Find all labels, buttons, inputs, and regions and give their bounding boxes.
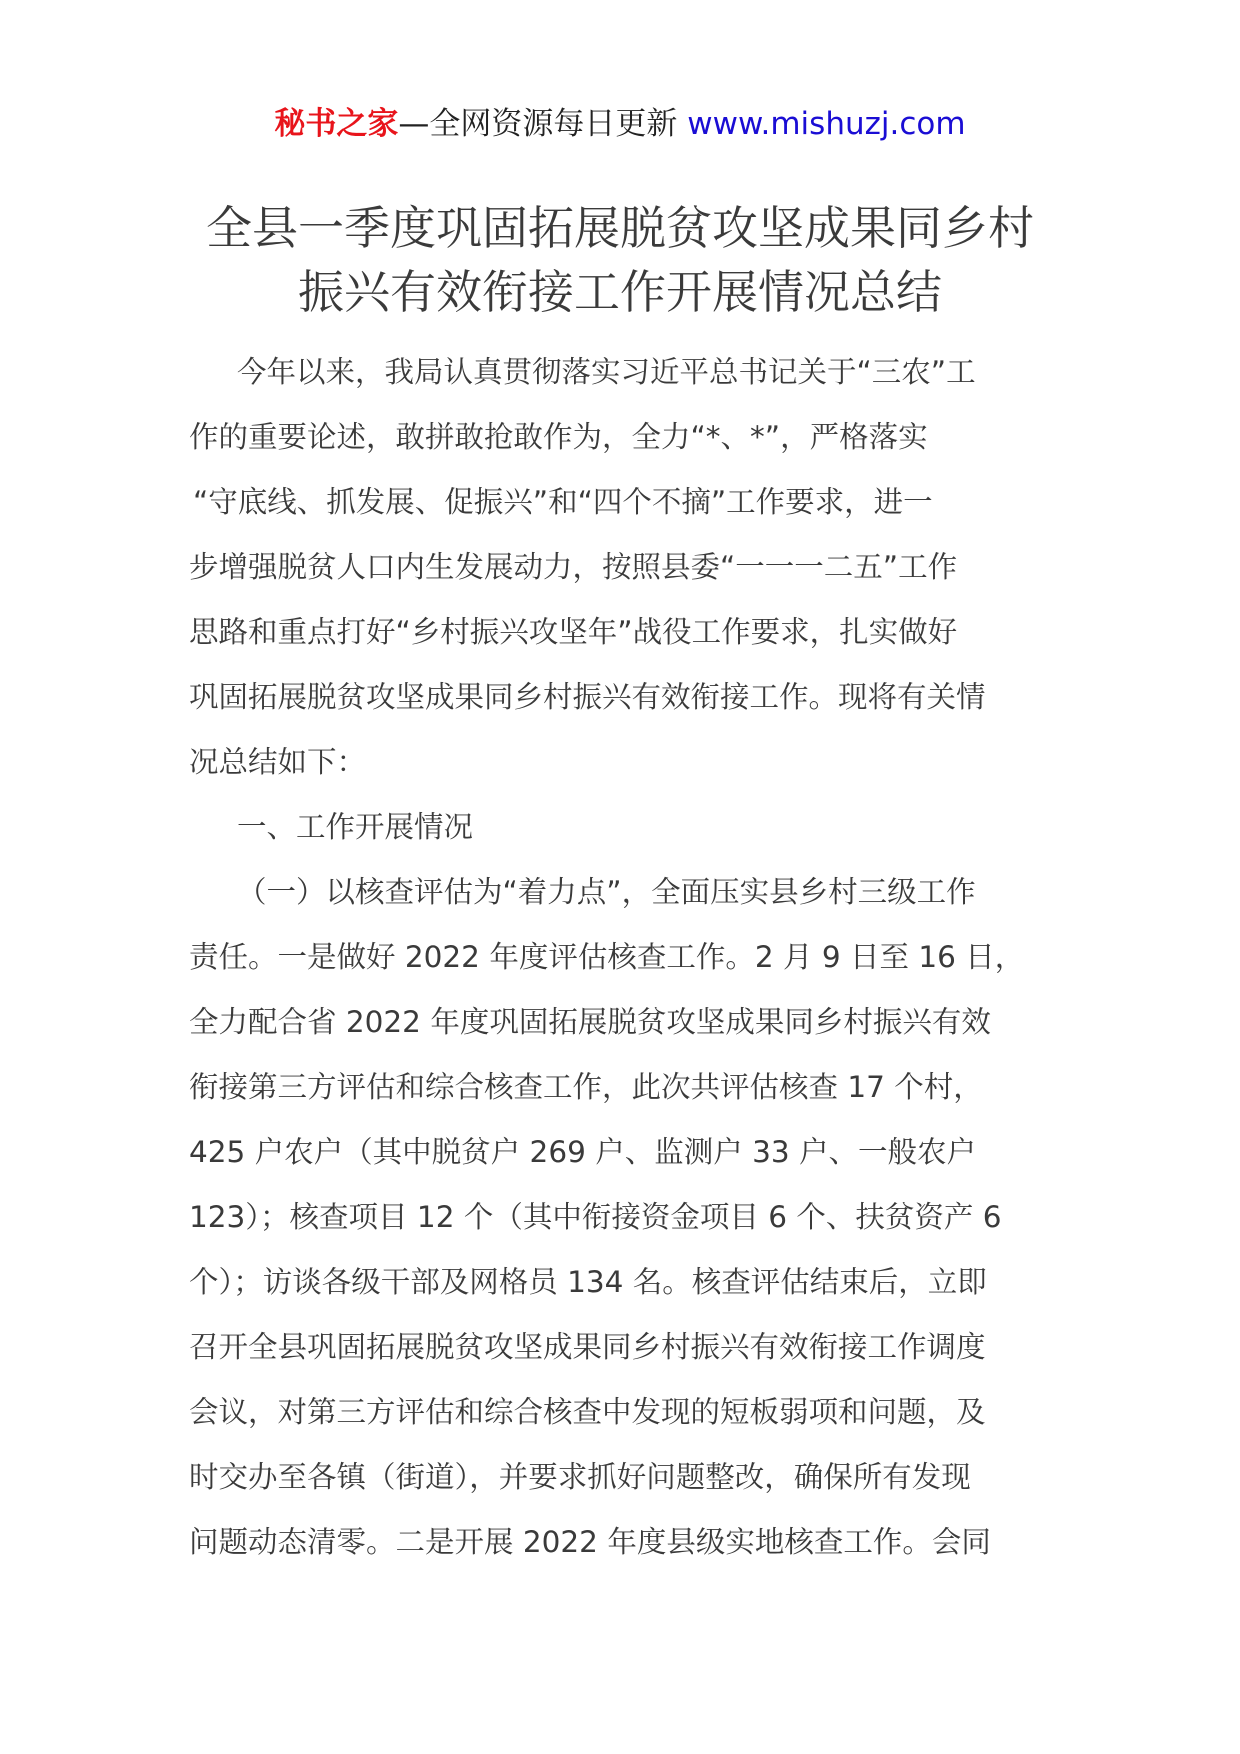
paragraph-line: 况总结如下： (189, 745, 367, 779)
paragraph-line: 作的重要论述，敢拼敢抢敢作为，全力“*、*”，严格落实 (189, 420, 928, 454)
paragraph-line: 个）；访谈各级干部及网格员 134 名。核查评估结束后，立即 (189, 1265, 987, 1299)
paragraph-line: 时交办至各镇（街道），并要求抓好问题整改，确保所有发现 (189, 1460, 971, 1494)
section-heading: 一、工作开展情况 (237, 810, 474, 844)
brand-name: 秘书之家 (274, 106, 399, 142)
paragraph-line: 责任。一是做好 2022 年度评估核查工作。2 月 9 日至 16 日， (189, 940, 1025, 974)
site-header (0, 102, 1240, 146)
site-url-link[interactable]: www.mishuzj.com (687, 106, 966, 142)
paragraph-line: 衔接第三方评估和综合核查工作，此次共评估核查 17 个村， (189, 1070, 983, 1104)
paragraph-line: 今年以来，我局认真贯彻落实习近平总书记关于“三农”工 (237, 355, 976, 389)
paragraph-line: 步增强脱贫人口内生发展动力，按照县委“一一一二五”工作 (189, 550, 958, 584)
paragraph-line: 全力配合省 2022 年度巩固拓展脱贫攻坚成果同乡村振兴有效 (189, 1005, 991, 1039)
paragraph-line: 召开全县巩固拓展脱贫攻坚成果同乡村振兴有效衔接工作调度 (189, 1330, 986, 1364)
paragraph-line: 会议，对第三方评估和综合核查中发现的短板弱项和问题，及 (189, 1395, 986, 1429)
document-title (150, 196, 1090, 324)
paragraph-line: “守底线、抓发展、促振兴”和“四个不摘”工作要求，进一 (193, 485, 933, 519)
paragraph-line: 思路和重点打好“乡村振兴攻坚年”战役工作要求，扎实做好 (189, 615, 958, 649)
paragraph-line: 425 户农户（其中脱贫户 269 户、监测户 33 户、一般农户 (189, 1135, 977, 1169)
subsection-heading-line: （一）以核查评估为“着力点”，全面压实县乡村三级工作 (237, 875, 976, 909)
paragraph-line: 123）；核查项目 12 个（其中衔接资金项目 6 个、扶贫资产 6 (189, 1200, 1002, 1234)
paragraph-line: 问题动态清零。二是开展 2022 年度县级实地核查工作。会同 (189, 1525, 991, 1559)
title-line-2: 振兴有效衔接工作开展情况总结 (298, 265, 942, 319)
title-line-1: 全县一季度巩固拓展脱贫攻坚成果同乡村 (206, 201, 1034, 255)
header-slogan: —全网资源每日更新 (398, 106, 678, 142)
document-body (189, 340, 1069, 1575)
paragraph-line: 巩固拓展脱贫攻坚成果同乡村振兴有效衔接工作。现将有关情 (189, 680, 986, 714)
